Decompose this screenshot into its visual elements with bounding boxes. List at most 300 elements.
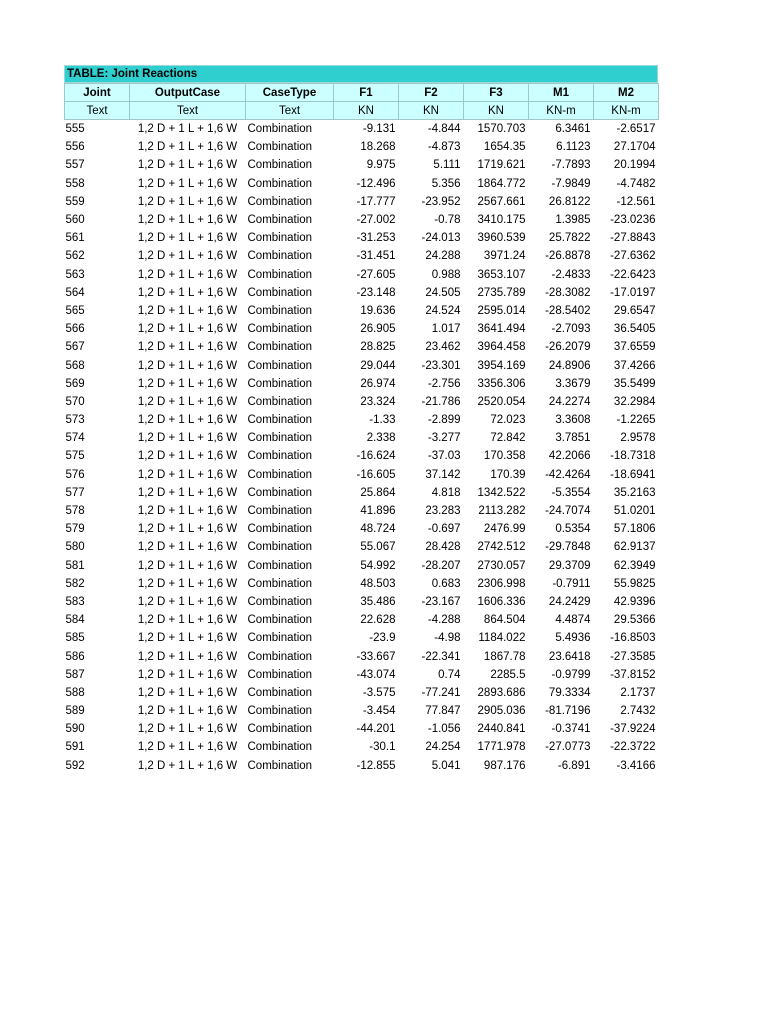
cell-f1: -43.074 xyxy=(356,668,396,681)
cell-f3: 3964.458 xyxy=(477,341,526,354)
cell-joint: 580 xyxy=(65,541,85,554)
cell-m2: -18.6941 xyxy=(610,468,656,481)
cell-joint: 564 xyxy=(65,286,85,299)
table-row xyxy=(65,447,659,465)
table-row xyxy=(65,247,659,265)
header-f1: F1 xyxy=(334,84,399,102)
table-row xyxy=(65,429,659,447)
cell-f2: 24.288 xyxy=(425,250,461,263)
cell-joint: 570 xyxy=(65,395,85,408)
joint-reactions-sheet xyxy=(64,65,658,775)
cell-joint: 557 xyxy=(65,159,85,172)
table-row xyxy=(65,702,659,720)
cell-output-case: 1,2 D + 1 L + 1,6 W xyxy=(137,141,238,154)
cell-m2: 20.1994 xyxy=(613,159,656,172)
cell-case-type: Combination xyxy=(247,232,313,245)
table-row xyxy=(65,356,659,374)
cell-case-type: Combination xyxy=(247,505,313,518)
cell-output-case: 1,2 D + 1 L + 1,6 W xyxy=(137,650,238,663)
cell-f1: 18.268 xyxy=(360,141,396,154)
unit-m1: KN-m xyxy=(529,102,594,120)
cell-f2: 0.683 xyxy=(431,577,461,590)
cell-case-type: Combination xyxy=(247,723,313,736)
cell-f2: 24.254 xyxy=(425,741,461,754)
table-row xyxy=(65,266,659,284)
cell-joint: 589 xyxy=(65,705,85,718)
cell-m2: 57.1806 xyxy=(613,523,656,536)
cell-joint: 555 xyxy=(65,123,85,136)
cell-m2: -37.8152 xyxy=(610,668,656,681)
cell-f2: 23.283 xyxy=(425,505,461,518)
cell-f3: 987.176 xyxy=(483,759,526,772)
cell-m2: 42.9396 xyxy=(613,595,656,608)
cell-case-type: Combination xyxy=(247,414,313,427)
cell-f2: -24.013 xyxy=(421,232,461,245)
cell-joint: 576 xyxy=(65,468,85,481)
cell-f1: 19.636 xyxy=(360,304,396,317)
cell-output-case: 1,2 D + 1 L + 1,6 W xyxy=(137,304,238,317)
cell-f2: 5.356 xyxy=(431,177,461,190)
cell-f1: -33.667 xyxy=(356,650,396,663)
cell-m1: -0.9799 xyxy=(551,668,591,681)
cell-f2: -28.207 xyxy=(421,559,461,572)
cell-f3: 170.39 xyxy=(490,468,526,481)
header-f2: F2 xyxy=(399,84,464,102)
cell-f1: 22.628 xyxy=(360,614,396,627)
table-row xyxy=(65,320,659,338)
cell-f2: 1.017 xyxy=(431,323,461,336)
cell-m2: 32.2984 xyxy=(613,395,656,408)
cell-f2: -3.277 xyxy=(427,432,461,445)
cell-f2: 23.462 xyxy=(425,341,461,354)
cell-joint: 559 xyxy=(65,195,85,208)
cell-case-type: Combination xyxy=(247,577,313,590)
cell-f2: 77.847 xyxy=(425,705,461,718)
cell-output-case: 1,2 D + 1 L + 1,6 W xyxy=(137,323,238,336)
cell-output-case: 1,2 D + 1 L + 1,6 W xyxy=(137,723,238,736)
table-row xyxy=(65,375,659,393)
cell-m2: 29.5366 xyxy=(613,614,656,627)
cell-m2: -22.3722 xyxy=(610,741,656,754)
cell-m2: 62.9137 xyxy=(613,541,656,554)
table-row xyxy=(65,738,659,756)
cell-m2: -37.9224 xyxy=(610,723,656,736)
cell-f1: 26.905 xyxy=(360,323,396,336)
cell-joint: 585 xyxy=(65,632,85,645)
cell-case-type: Combination xyxy=(247,395,313,408)
cell-output-case: 1,2 D + 1 L + 1,6 W xyxy=(137,577,238,590)
cell-m1: -24.7074 xyxy=(545,505,591,518)
cell-f2: -23.952 xyxy=(421,195,461,208)
cell-joint: 590 xyxy=(65,723,85,736)
cell-joint: 587 xyxy=(65,668,85,681)
cell-m1: 24.2429 xyxy=(548,595,591,608)
cell-f3: 3971.24 xyxy=(483,250,526,263)
cell-m1: 26.8122 xyxy=(548,195,591,208)
cell-m2: 35.5499 xyxy=(613,377,656,390)
cell-output-case: 1,2 D + 1 L + 1,6 W xyxy=(137,268,238,281)
cell-f2: -1.056 xyxy=(427,723,461,736)
cell-m1: 42.2066 xyxy=(548,450,591,463)
table-row xyxy=(65,138,659,156)
cell-f1: -23.148 xyxy=(356,286,396,299)
cell-case-type: Combination xyxy=(247,614,313,627)
cell-case-type: Combination xyxy=(247,268,313,281)
cell-m2: 51.0201 xyxy=(613,505,656,518)
cell-f3: 2595.014 xyxy=(477,304,526,317)
cell-f2: -23.167 xyxy=(421,595,461,608)
cell-f3: 72.023 xyxy=(490,414,526,427)
cell-output-case: 1,2 D + 1 L + 1,6 W xyxy=(137,414,238,427)
cell-case-type: Combination xyxy=(247,159,313,172)
cell-output-case: 1,2 D + 1 L + 1,6 W xyxy=(137,632,238,645)
table-row xyxy=(65,593,659,611)
cell-f2: -4.844 xyxy=(427,123,461,136)
cell-output-case: 1,2 D + 1 L + 1,6 W xyxy=(137,559,238,572)
cell-m2: -3.4166 xyxy=(616,759,656,772)
cell-output-case: 1,2 D + 1 L + 1,6 W xyxy=(137,432,238,445)
cell-output-case: 1,2 D + 1 L + 1,6 W xyxy=(137,705,238,718)
cell-m2: 2.1737 xyxy=(620,686,656,699)
unit-output-case: Text xyxy=(130,102,246,120)
header-f3: F3 xyxy=(464,84,529,102)
cell-output-case: 1,2 D + 1 L + 1,6 W xyxy=(137,377,238,390)
cell-case-type: Combination xyxy=(247,304,313,317)
cell-output-case: 1,2 D + 1 L + 1,6 W xyxy=(137,741,238,754)
table-row xyxy=(65,120,659,139)
cell-m2: -27.3585 xyxy=(610,650,656,663)
cell-case-type: Combination xyxy=(247,359,313,372)
cell-f3: 72.842 xyxy=(490,432,526,445)
cell-m1: -0.7911 xyxy=(552,577,591,590)
cell-f2: 37.142 xyxy=(425,468,461,481)
cell-m1: -6.891 xyxy=(557,759,591,772)
cell-f2: 24.505 xyxy=(425,286,461,299)
cell-m1: 3.3679 xyxy=(555,377,591,390)
unit-f1: KN xyxy=(334,102,399,120)
cell-joint: 583 xyxy=(65,595,85,608)
cell-f1: 48.503 xyxy=(360,577,396,590)
cell-case-type: Combination xyxy=(247,195,313,208)
cell-joint: 558 xyxy=(65,177,85,190)
cell-joint: 560 xyxy=(65,214,85,227)
cell-m1: -7.9849 xyxy=(551,177,591,190)
cell-case-type: Combination xyxy=(247,741,313,754)
table-row xyxy=(65,720,659,738)
cell-f3: 2520.054 xyxy=(477,395,526,408)
cell-f1: -27.605 xyxy=(356,268,396,281)
cell-f2: -4.873 xyxy=(427,141,461,154)
cell-joint: 561 xyxy=(65,232,85,245)
cell-m2: 62.3949 xyxy=(613,559,656,572)
cell-f1: -1.33 xyxy=(369,414,396,427)
cell-case-type: Combination xyxy=(247,432,313,445)
cell-m1: -29.7848 xyxy=(545,541,591,554)
unit-joint: Text xyxy=(65,102,130,120)
cell-case-type: Combination xyxy=(247,650,313,663)
cell-output-case: 1,2 D + 1 L + 1,6 W xyxy=(137,250,238,263)
cell-f3: 1606.336 xyxy=(477,595,526,608)
cell-case-type: Combination xyxy=(247,686,313,699)
cell-case-type: Combination xyxy=(247,377,313,390)
cell-m1: 0.5354 xyxy=(555,523,591,536)
cell-f2: -2.899 xyxy=(427,414,461,427)
cell-case-type: Combination xyxy=(247,286,313,299)
cell-f2: -23.301 xyxy=(421,359,461,372)
cell-f1: 28.825 xyxy=(360,341,396,354)
cell-f1: -17.777 xyxy=(356,195,396,208)
cell-f3: 2306.998 xyxy=(477,577,526,590)
table-row xyxy=(65,338,659,356)
cell-f1: 9.975 xyxy=(366,159,396,172)
cell-joint: 584 xyxy=(65,614,85,627)
cell-m1: -42.4264 xyxy=(545,468,591,481)
cell-f1: 48.724 xyxy=(360,523,396,536)
cell-m1: -7.7893 xyxy=(551,159,591,172)
cell-f3: 2285.5 xyxy=(490,668,526,681)
table-row xyxy=(65,520,659,538)
cell-output-case: 1,2 D + 1 L + 1,6 W xyxy=(137,395,238,408)
cell-joint: 574 xyxy=(65,432,85,445)
cell-m2: -22.6423 xyxy=(610,268,656,281)
cell-output-case: 1,2 D + 1 L + 1,6 W xyxy=(137,214,238,227)
units-row xyxy=(65,102,659,120)
cell-f2: 28.428 xyxy=(425,541,461,554)
cell-f3: 170.358 xyxy=(483,450,526,463)
header-case-type: CaseType xyxy=(246,84,334,102)
cell-f1: -30.1 xyxy=(369,741,396,754)
cell-case-type: Combination xyxy=(247,486,313,499)
cell-m1: 29.3709 xyxy=(548,559,591,572)
cell-f1: -23.9 xyxy=(369,632,396,645)
cell-f2: -4.288 xyxy=(427,614,461,627)
cell-f3: 3410.175 xyxy=(477,214,526,227)
table-row xyxy=(65,175,659,193)
cell-joint: 582 xyxy=(65,577,85,590)
cell-output-case: 1,2 D + 1 L + 1,6 W xyxy=(137,759,238,772)
cell-joint: 573 xyxy=(65,414,85,427)
cell-m2: 27.1704 xyxy=(613,141,656,154)
cell-m1: -5.3554 xyxy=(551,486,591,499)
cell-f3: 2735.789 xyxy=(477,286,526,299)
cell-case-type: Combination xyxy=(247,632,313,645)
cell-f2: 5.111 xyxy=(433,159,461,172)
cell-joint: 579 xyxy=(65,523,85,536)
cell-case-type: Combination xyxy=(247,559,313,572)
cell-output-case: 1,2 D + 1 L + 1,6 W xyxy=(137,450,238,463)
cell-case-type: Combination xyxy=(247,668,313,681)
header-output-case: OutputCase xyxy=(130,84,246,102)
cell-f3: 2476.99 xyxy=(483,523,526,536)
cell-output-case: 1,2 D + 1 L + 1,6 W xyxy=(137,541,238,554)
cell-joint: 568 xyxy=(65,359,85,372)
cell-m1: 1.3985 xyxy=(555,214,591,227)
cell-joint: 578 xyxy=(65,505,85,518)
cell-m2: -23.0236 xyxy=(610,214,656,227)
cell-output-case: 1,2 D + 1 L + 1,6 W xyxy=(137,686,238,699)
cell-f1: 26.974 xyxy=(360,377,396,390)
header-m1: M1 xyxy=(529,84,594,102)
cell-joint: 569 xyxy=(65,377,85,390)
cell-m1: 23.6418 xyxy=(548,650,591,663)
cell-case-type: Combination xyxy=(247,705,313,718)
cell-f1: 25.864 xyxy=(360,486,396,499)
table-row xyxy=(65,484,659,502)
cell-f2: -2.756 xyxy=(427,377,461,390)
cell-f1: -16.605 xyxy=(356,468,396,481)
unit-f3: KN xyxy=(464,102,529,120)
cell-m2: 2.7432 xyxy=(620,705,656,718)
cell-f1: -3.575 xyxy=(362,686,396,699)
cell-m2: -12.561 xyxy=(616,195,656,208)
cell-output-case: 1,2 D + 1 L + 1,6 W xyxy=(137,486,238,499)
column-header-row xyxy=(65,84,659,102)
cell-joint: 556 xyxy=(65,141,85,154)
cell-joint: 577 xyxy=(65,486,85,499)
cell-m2: -2.6517 xyxy=(616,123,656,136)
cell-f1: -31.253 xyxy=(356,232,396,245)
cell-f3: 2567.661 xyxy=(477,195,526,208)
cell-f1: 2.338 xyxy=(366,432,396,445)
table-row xyxy=(65,466,659,484)
table-row xyxy=(65,193,659,211)
cell-output-case: 1,2 D + 1 L + 1,6 W xyxy=(137,468,238,481)
cell-m1: 24.8906 xyxy=(548,359,591,372)
cell-joint: 567 xyxy=(65,341,85,354)
cell-output-case: 1,2 D + 1 L + 1,6 W xyxy=(137,359,238,372)
cell-f1: -44.201 xyxy=(356,723,396,736)
cell-f1: -12.496 xyxy=(356,177,396,190)
cell-f2: -0.697 xyxy=(427,523,461,536)
table-row xyxy=(65,411,659,429)
cell-case-type: Combination xyxy=(247,141,313,154)
cell-joint: 563 xyxy=(65,268,85,281)
cell-m2: -17.0197 xyxy=(610,286,656,299)
cell-m1: -28.3082 xyxy=(545,286,591,299)
cell-m2: -1.2265 xyxy=(616,414,656,427)
cell-f2: -37.03 xyxy=(427,450,461,463)
cell-output-case: 1,2 D + 1 L + 1,6 W xyxy=(137,177,238,190)
cell-m1: 3.3608 xyxy=(555,414,591,427)
cell-m2: 37.6559 xyxy=(613,341,656,354)
cell-joint: 566 xyxy=(65,323,85,336)
table-row xyxy=(65,629,659,647)
cell-case-type: Combination xyxy=(247,595,313,608)
cell-case-type: Combination xyxy=(247,250,313,263)
cell-f3: 1867.78 xyxy=(483,650,526,663)
cell-f3: 2440.841 xyxy=(477,723,526,736)
cell-m1: 4.4874 xyxy=(555,614,591,627)
cell-f1: -12.855 xyxy=(356,759,396,772)
cell-output-case: 1,2 D + 1 L + 1,6 W xyxy=(137,286,238,299)
unit-case-type: Text xyxy=(246,102,334,120)
cell-f3: 2742.512 xyxy=(477,541,526,554)
cell-f2: -4.98 xyxy=(434,632,461,645)
cell-m1: 6.1123 xyxy=(556,141,591,154)
cell-m2: 29.6547 xyxy=(613,304,656,317)
cell-joint: 575 xyxy=(65,450,85,463)
cell-case-type: Combination xyxy=(247,759,313,772)
cell-m1: 24.2274 xyxy=(548,395,591,408)
cell-f2: 0.74 xyxy=(438,668,461,681)
cell-f3: 2113.282 xyxy=(478,505,526,518)
cell-f1: -27.002 xyxy=(356,214,396,227)
cell-output-case: 1,2 D + 1 L + 1,6 W xyxy=(137,341,238,354)
cell-f2: -0.78 xyxy=(434,214,461,227)
cell-joint: 565 xyxy=(65,304,85,317)
table-row xyxy=(65,575,659,593)
cell-joint: 562 xyxy=(65,250,85,263)
cell-f1: 23.324 xyxy=(360,395,396,408)
cell-f1: -3.454 xyxy=(362,705,396,718)
cell-output-case: 1,2 D + 1 L + 1,6 W xyxy=(137,523,238,536)
cell-f2: -22.341 xyxy=(421,650,461,663)
cell-f3: 1342.522 xyxy=(477,486,526,499)
cell-output-case: 1,2 D + 1 L + 1,6 W xyxy=(137,614,238,627)
cell-f2: -77.241 xyxy=(421,686,461,699)
cell-f2: 4.818 xyxy=(431,486,461,499)
cell-m2: -18.7318 xyxy=(610,450,656,463)
table-title: TABLE: Joint Reactions xyxy=(64,65,658,83)
cell-output-case: 1,2 D + 1 L + 1,6 W xyxy=(137,505,238,518)
cell-m2: -27.8843 xyxy=(610,232,656,245)
cell-output-case: 1,2 D + 1 L + 1,6 W xyxy=(137,668,238,681)
cell-f3: 2730.057 xyxy=(477,559,526,572)
cell-f3: 1771.978 xyxy=(477,741,526,754)
table-body xyxy=(65,120,659,775)
table-row xyxy=(65,611,659,629)
cell-f3: 1864.772 xyxy=(477,177,526,190)
cell-case-type: Combination xyxy=(247,123,313,136)
cell-output-case: 1,2 D + 1 L + 1,6 W xyxy=(137,159,238,172)
cell-case-type: Combination xyxy=(247,541,313,554)
cell-case-type: Combination xyxy=(247,468,313,481)
cell-m2: 2.9578 xyxy=(620,432,656,445)
cell-m1: -26.2079 xyxy=(545,341,591,354)
cell-m1: -81.7196 xyxy=(545,705,591,718)
cell-joint: 588 xyxy=(65,686,85,699)
cell-output-case: 1,2 D + 1 L + 1,6 W xyxy=(137,195,238,208)
cell-f1: -9.131 xyxy=(362,123,396,136)
cell-f1: 41.896 xyxy=(360,505,396,518)
table-row xyxy=(65,302,659,320)
cell-case-type: Combination xyxy=(247,177,313,190)
cell-f3: 1719.621 xyxy=(477,159,526,172)
cell-f3: 3641.494 xyxy=(477,323,526,336)
cell-f1: 54.992 xyxy=(360,559,396,572)
cell-f3: 3954.169 xyxy=(477,359,526,372)
cell-m1: -26.8878 xyxy=(545,250,591,263)
header-m2: M2 xyxy=(594,84,659,102)
cell-output-case: 1,2 D + 1 L + 1,6 W xyxy=(137,123,238,136)
joint-reactions-table xyxy=(64,83,659,775)
cell-output-case: 1,2 D + 1 L + 1,6 W xyxy=(137,595,238,608)
cell-f1: -31.451 xyxy=(356,250,396,263)
cell-m2: -4.7482 xyxy=(616,177,656,190)
cell-case-type: Combination xyxy=(247,341,313,354)
unit-m2: KN-m xyxy=(594,102,659,120)
table-row xyxy=(65,684,659,702)
cell-output-case: 1,2 D + 1 L + 1,6 W xyxy=(137,232,238,245)
table-row xyxy=(65,647,659,665)
cell-case-type: Combination xyxy=(247,523,313,536)
cell-f2: 0.988 xyxy=(431,268,461,281)
cell-case-type: Combination xyxy=(247,323,313,336)
table-row xyxy=(65,284,659,302)
cell-f3: 3356.306 xyxy=(477,377,526,390)
cell-m1: -2.4833 xyxy=(551,268,591,281)
table-row xyxy=(65,502,659,520)
